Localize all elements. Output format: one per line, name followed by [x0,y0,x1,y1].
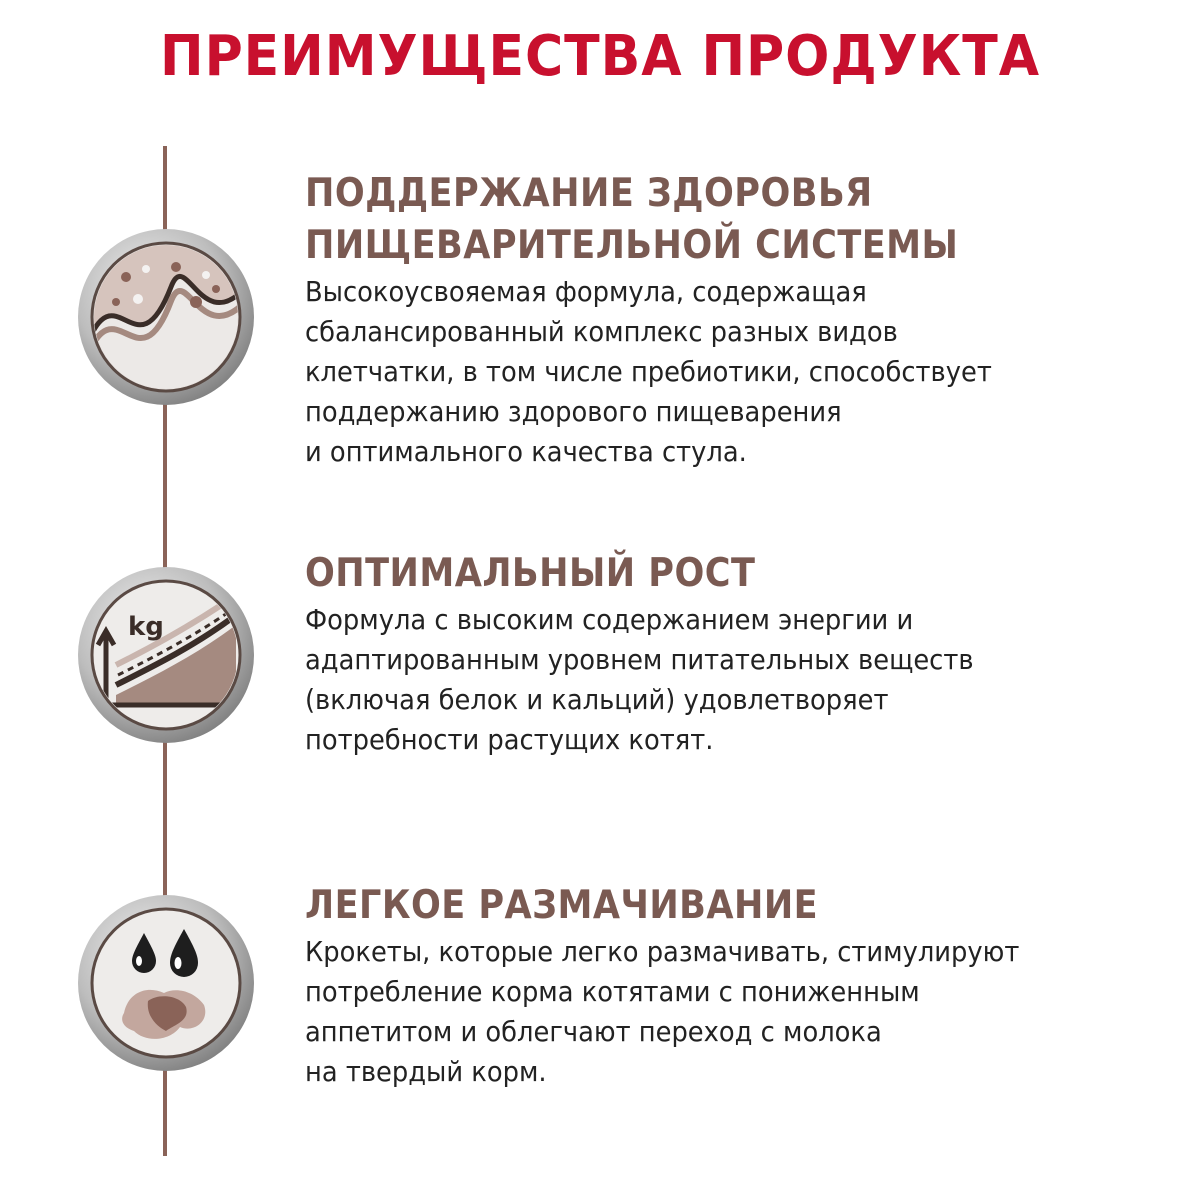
feature-heading: ЛЕГКОЕ РАЗМАЧИВАНИЕ [305,883,819,928]
feature-rehydration [305,880,1185,1092]
feature-growth [305,548,1185,760]
growth-kg-icon [76,565,256,745]
kg-label: kg [128,612,164,642]
page-title: ПРЕИМУЩЕСТВА ПРОДУКТА [160,24,1040,89]
feature-heading: ПОДДЕРЖАНИЕ ЗДОРОВЬЯ ПИЩЕВАРИТЕЛЬНОЙ СИСТЕМЫ [305,171,959,268]
feature-heading: ОПТИМАЛЬНЫЙ РОСТ [305,551,756,596]
digestive-health-icon [76,227,256,407]
rehydration-drops-icon [76,893,256,1073]
feature-description: Формула с высоким содержанием энергии и адаптированным уровнем питательных веществ (включая белок и кальций) удовлетворяет потребности растущих котят. [305,603,974,756]
feature-digestive [305,168,1185,472]
feature-description: Крокеты, которые легко размачивать, стимулируют потребление корма котятами с пониженным аппетитом и облегчают переход с молока на твердый корм. [305,935,1020,1088]
feature-description: Высокоусвояемая формула, содержащая сбалансированный комплекс разных видов клетчатки, в том числе пребиотики, способствует поддержанию здорового пищеварения и оптимального качества стула. [305,275,992,468]
